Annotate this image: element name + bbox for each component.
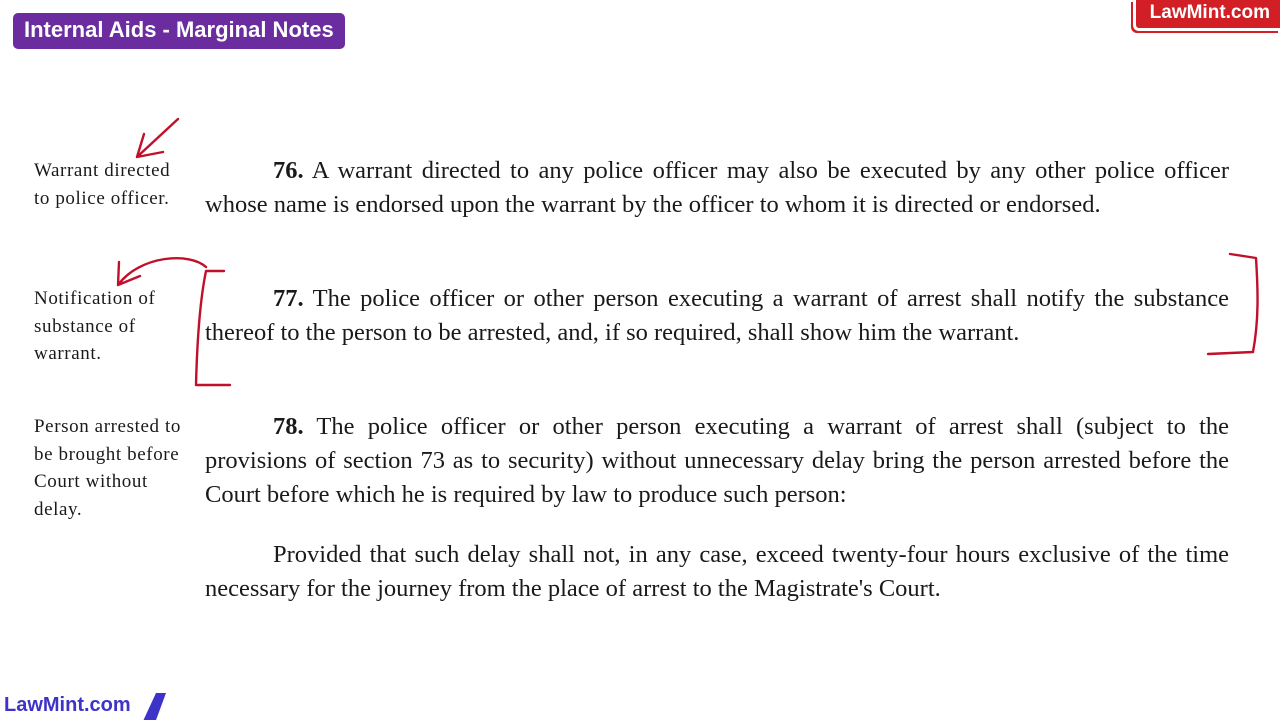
brand-logo-top: [1133, 0, 1280, 31]
marginal-note-76: Warrant directed to police officer.: [34, 160, 171, 209]
section-text: A warrant directed to any police officer may also be executed by any other police officer whose name is endorsed upon the warrant by the officer to whom it is directed or endorsed.: [205, 157, 1229, 218]
brand-logo-bottom: [0, 693, 166, 720]
brand-bottom-text: LawMint.com: [4, 694, 131, 716]
proviso: [205, 538, 1229, 606]
section-text: The police officer or other person executing a warrant of arrest shall (subject to the provisions of section 73 as to security) without unnecessary delay bring the person arrested before the Court before which he is required by law to produce such person:: [205, 413, 1230, 508]
page-title: Internal Aids - Marginal Notes: [13, 13, 345, 49]
brand-top-text: LawMint.com: [1149, 2, 1270, 23]
arrow-note-77-icon: [118, 258, 206, 285]
section-78: [205, 410, 1229, 512]
section-77: [205, 282, 1229, 350]
section-number: 76.: [273, 157, 304, 184]
section-76: [205, 154, 1229, 222]
proviso-text: Provided that such delay shall not, in any case, exceed twenty-four hours exclusive of the time necessary for the journey from the place of arrest to the Magistrate's Court.: [205, 541, 1229, 602]
marginal-note-78: Person arrested to be brought before Court without delay.: [34, 416, 181, 520]
arrow-note-76-icon: [137, 119, 178, 157]
section-number: 78.: [273, 413, 304, 440]
marginal-note-77: Notification of substance of warrant.: [34, 288, 156, 364]
section-text: The police officer or other person executing a warrant of arrest shall notify the substance thereof to the person to be arrested, and, if so required, shall show him the warrant.: [205, 285, 1230, 346]
section-number: 77.: [273, 285, 304, 312]
